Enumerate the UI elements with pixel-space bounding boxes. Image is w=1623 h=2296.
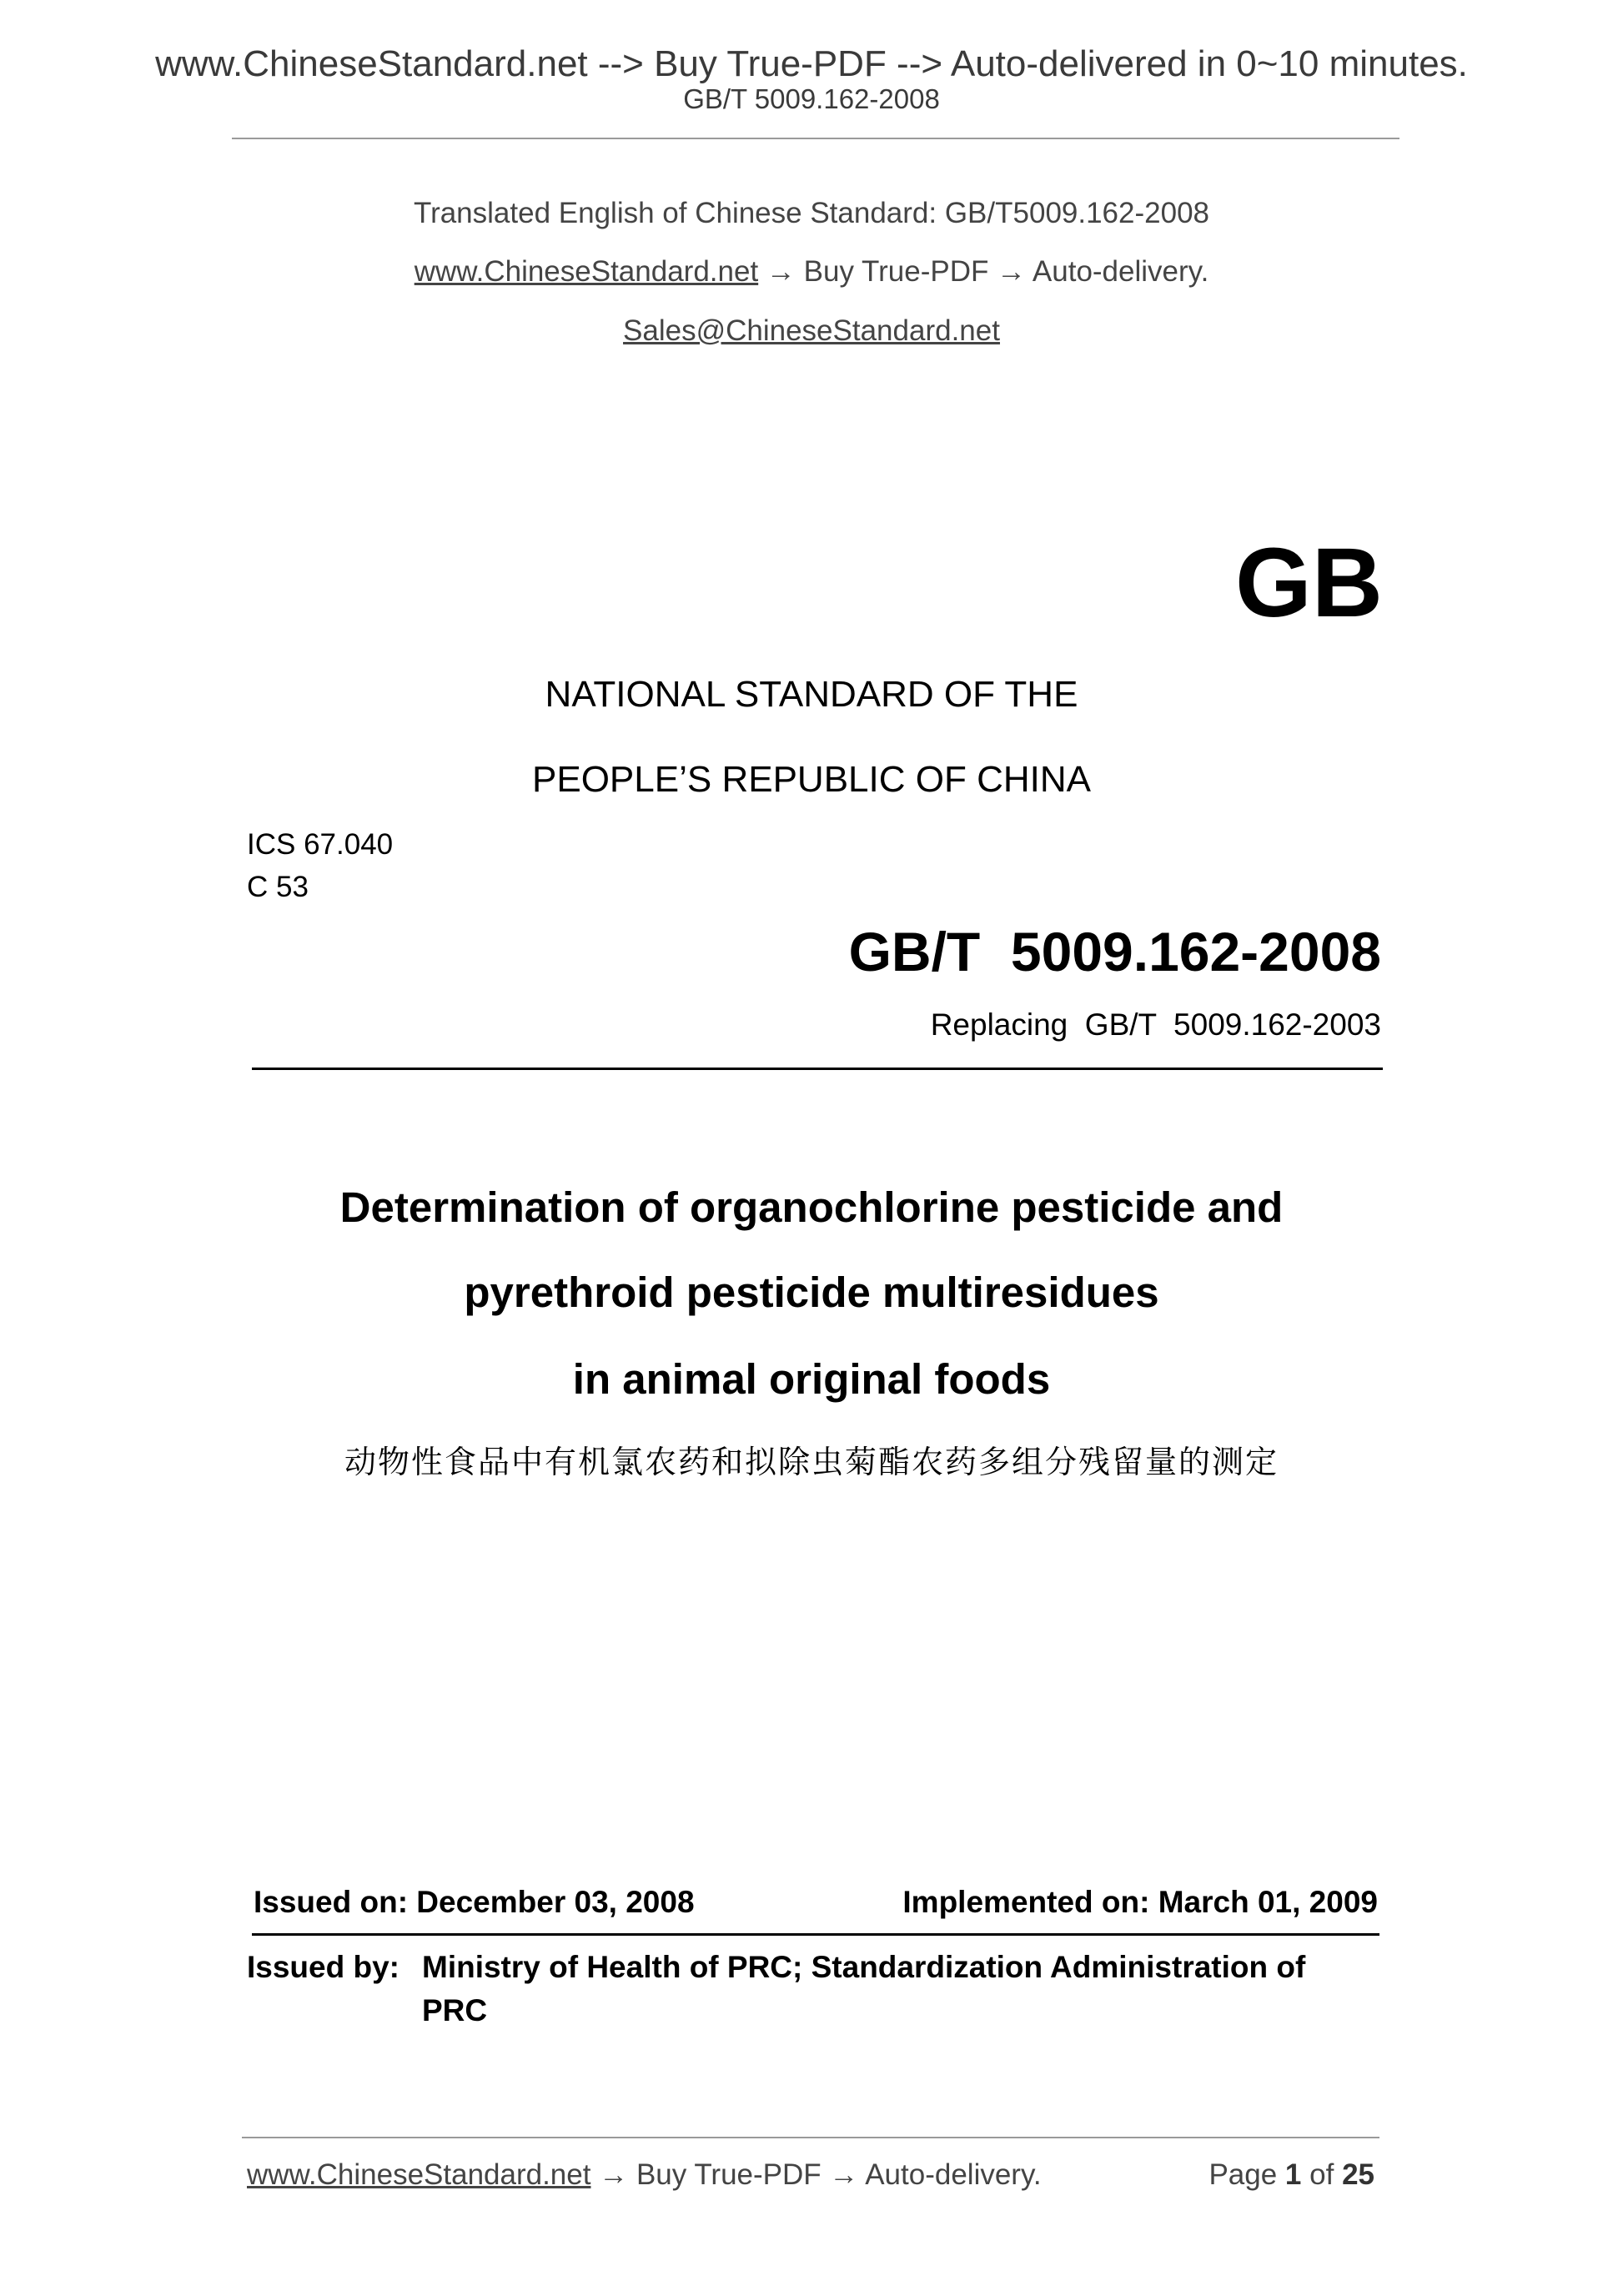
arrow-right-icon: → [766, 255, 796, 288]
title-chinese: 动物性食品中有机氯农药和拟除虫菊酯农药多组分残留量的测定 [344, 1444, 1279, 1480]
title-line-2: pyrethroid pesticide multiresidues [464, 1269, 1159, 1316]
title-divider [252, 1068, 1383, 1070]
title-line-1: Determination of organochlorine pesticide and [339, 1183, 1284, 1231]
replacing-standard: Replacing GB/T 5009.162-2003 [930, 1007, 1381, 1042]
page-label: Page [1208, 2158, 1278, 2191]
standard-number: GB/T 5009.162-2008 [848, 921, 1381, 982]
arrow-right-icon: → [599, 2158, 629, 2191]
arrow-right-icon: → [997, 255, 1027, 288]
ics-code: ICS 67.040 [247, 828, 394, 861]
footer-divider [242, 2137, 1379, 2138]
buy-text: Buy True-PDF [803, 255, 989, 288]
page-current: 1 [1284, 2158, 1302, 2191]
page-indicator [1208, 2158, 1374, 2192]
sales-email-link[interactable]: Sales@ChineseStandard.net [623, 314, 1000, 347]
ccs-code: C 53 [247, 871, 309, 903]
footer-buy-text: Buy True-PDF [636, 2158, 822, 2191]
arrow-right-icon: → [829, 2158, 859, 2191]
footer-delivery-text: Auto-delivery. [865, 2158, 1042, 2191]
issued-by-line-2: PRC [422, 1993, 488, 2027]
gb-mark: GB [1235, 528, 1383, 638]
site-link[interactable]: www.ChineseStandard.net [414, 255, 759, 288]
national-standard-line-1: NATIONAL STANDARD OF THE [545, 674, 1078, 715]
translated-notice: Translated English of Chinese Standard: GB/T5009.162-2008 [413, 197, 1210, 229]
page-total: 25 [1342, 2158, 1374, 2191]
issued-on: Issued on: December 03, 2008 [254, 1885, 695, 1919]
top-banner-link[interactable]: www.ChineseStandard.net --> Buy True-PDF --> Auto-delivered in 0~10 minutes. [155, 43, 1468, 84]
delivery-text: Auto-delivery. [1032, 255, 1209, 288]
footer-buy-line [247, 2158, 1042, 2192]
issued-by-label: Issued by: [247, 1950, 399, 1984]
issued-by-line-1: Ministry of Health of PRC; Standardization Administration of [422, 1950, 1306, 1984]
buy-line [0, 255, 1623, 289]
issue-divider [252, 1933, 1379, 1936]
header-divider [232, 138, 1399, 139]
implemented-on: Implemented on: March 01, 2009 [902, 1885, 1378, 1919]
title-line-3: in animal original foods [572, 1355, 1051, 1403]
national-standard-line-2: PEOPLE’S REPUBLIC OF CHINA [532, 759, 1091, 800]
running-head: GB/T 5009.162-2008 [683, 83, 940, 114]
footer-site-link[interactable]: www.ChineseStandard.net [247, 2158, 591, 2191]
page-of: of [1309, 2158, 1334, 2191]
